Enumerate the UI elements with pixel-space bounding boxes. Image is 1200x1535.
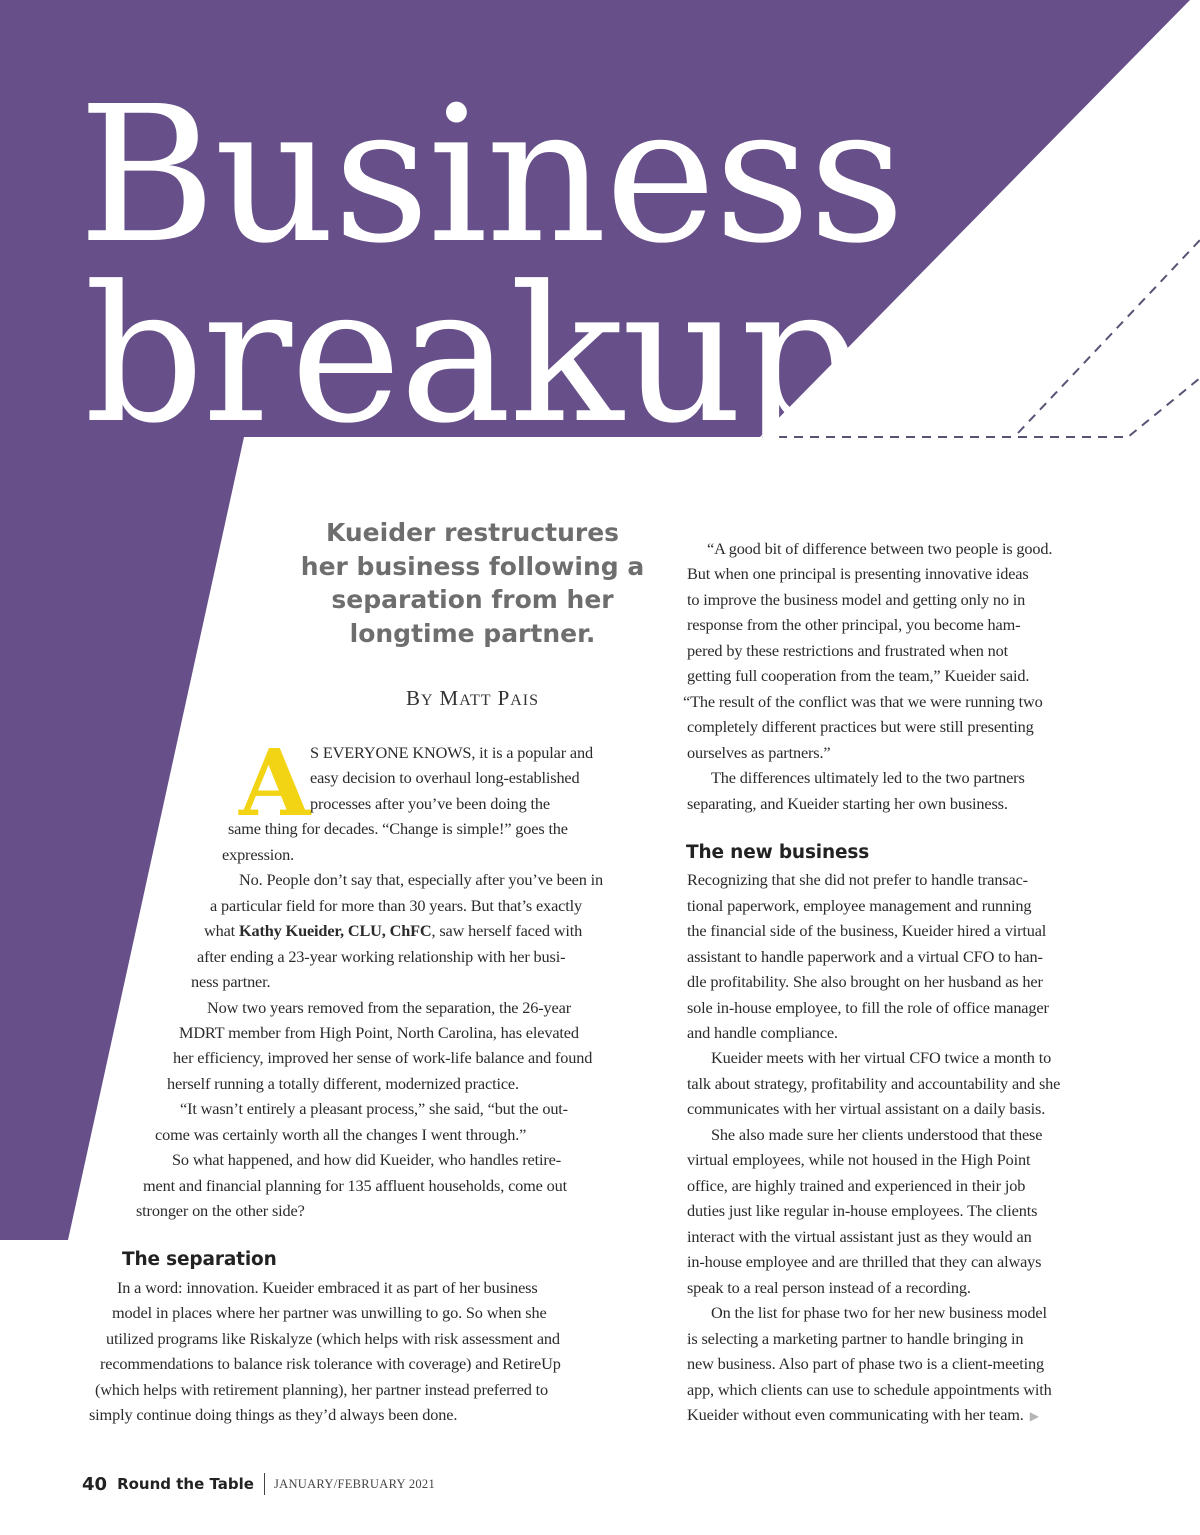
body-line: No. People don’t say that, especially after you’ve been in xyxy=(239,870,603,889)
body-line: MDRT member from High Point, North Carolina, has elevated xyxy=(179,1023,579,1042)
body-line: in-house employee and are thrilled that they can always xyxy=(687,1252,1042,1271)
headline-line-1: Business xyxy=(78,66,904,285)
body-line: come was certainly worth all the changes I went through.” xyxy=(155,1125,527,1144)
drop-cap: A xyxy=(239,729,311,837)
body-line: Kueider meets with her virtual CFO twice a month to xyxy=(711,1048,1052,1067)
magazine-name: Round the Table xyxy=(117,1475,254,1493)
body-line: processes after you’ve been doing the xyxy=(310,794,550,813)
deck-subtitle: Kueider restructures her business following a separation from her longtime partner. xyxy=(300,518,645,648)
body-line: So what happened, and how did Kueider, who handles retire- xyxy=(172,1150,561,1169)
body-line: her efficiency, improved her sense of work-life balance and found xyxy=(173,1048,593,1067)
body-line: separating, and Kueider starting her own business. xyxy=(687,794,1008,813)
body-line: tional paperwork, employee management and running xyxy=(687,896,1032,915)
body-line: interact with the virtual assistant just as they would an xyxy=(687,1227,1032,1246)
page-footer xyxy=(82,1473,435,1495)
body-line: after ending a 23-year working relationship with her busi- xyxy=(197,947,566,966)
body-line: duties just like regular in-house employees. The clients xyxy=(687,1201,1038,1220)
body-line: same thing for decades. “Change is simple!” goes the xyxy=(228,819,568,838)
body-line: She also made sure her clients understood that these xyxy=(711,1125,1043,1144)
body-line: “A good bit of difference between two people is good. xyxy=(707,539,1053,558)
body-line: assistant to handle paperwork and a virtual CFO to han- xyxy=(687,947,1043,966)
body-line: talk about strategy, profitability and accountability and she xyxy=(687,1074,1061,1093)
triangle-right-icon: ▶ xyxy=(1029,1409,1039,1423)
body-line: communicates with her virtual assistant on a daily basis. xyxy=(687,1099,1046,1118)
dashed-line-decoration-2 xyxy=(1018,240,1200,433)
body-line: “It wasn’t entirely a pleasant process,” she said, “but the out- xyxy=(180,1099,568,1118)
body-line: On the list for phase two for her new business model xyxy=(711,1303,1047,1322)
body-line: response from the other principal, you become ham- xyxy=(687,615,1021,634)
body-line: ourselves as partners.” xyxy=(687,743,831,762)
body-line: new business. Also part of phase two is a client-meeting xyxy=(687,1354,1044,1373)
body-line: completely different practices but were still presenting xyxy=(687,717,1034,736)
body-line: ness partner. xyxy=(191,972,271,991)
body-line: Recognizing that she did not prefer to handle transac- xyxy=(687,870,1028,889)
byline: BY MATT PAIS xyxy=(405,686,540,710)
body-line: dle profitability. She also brought on her husband as her xyxy=(687,972,1043,991)
body-line: expression. xyxy=(222,845,295,864)
body-line: ment and financial planning for 135 affluent households, come out xyxy=(143,1176,568,1195)
body-line: speak to a real person instead of a recording. xyxy=(687,1278,971,1297)
page-number: 40 xyxy=(82,1473,108,1495)
body-line: recommendations to balance risk tolerance with coverage) and RetireUp xyxy=(100,1354,561,1373)
body-line: a particular field for more than 30 years. But that’s exactly xyxy=(210,896,582,915)
body-line: In a word: innovation. Kueider embraced it as part of her business xyxy=(117,1278,538,1297)
body-line: app, which clients can use to schedule appointments with xyxy=(687,1380,1052,1399)
body-line: herself running a totally different, modernized practice. xyxy=(167,1074,519,1093)
body-line: and handle compliance. xyxy=(687,1023,838,1042)
headline-line-2: breakup xyxy=(84,246,859,465)
body-line: getting full cooperation from the team,” Kueider said. xyxy=(687,666,1030,685)
body-line: But when one principal is presenting innovative ideas xyxy=(687,564,1029,583)
section-heading-new-business: The new business xyxy=(686,842,870,863)
body-line: sole in-house employee, to fill the role of office manager xyxy=(687,998,1049,1017)
body-line: to improve the business model and getting only no in xyxy=(687,590,1026,609)
body-line: simply continue doing things as they’d always been done. xyxy=(89,1405,458,1424)
body-line: utilized programs like Riskalyze (which helps with risk assessment and xyxy=(106,1329,560,1348)
footer-divider xyxy=(264,1473,265,1495)
issue-date: JANUARY/FEBRUARY 2021 xyxy=(273,1476,436,1491)
body-line: “The result of the conflict was that we were running two xyxy=(683,692,1043,711)
body-line: The differences ultimately led to the two partners xyxy=(711,768,1025,787)
body-line: is selecting a marketing partner to handle bringing in xyxy=(687,1329,1024,1348)
person-name: Kathy Kueider, CLU, ChFC xyxy=(238,921,432,940)
body-line: easy decision to overhaul long-established xyxy=(310,768,580,787)
body-line: Now two years removed from the separation, the 26-year xyxy=(207,998,571,1017)
body-line: S EVERYONE KNOWS, it is a popular and xyxy=(310,743,593,762)
body-line: Kueider without even communicating with her team. ▶ xyxy=(687,1405,1039,1424)
body-line: stronger on the other side? xyxy=(136,1201,305,1220)
body-line: (which helps with retirement planning), her partner instead preferred to xyxy=(95,1380,549,1399)
body-line: model in places where her partner was unwilling to go. So when she xyxy=(112,1303,547,1322)
body-line: virtual employees, while not housed in the High Point xyxy=(687,1150,1031,1169)
body-line: the financial side of the business, Kueider hired a virtual xyxy=(687,921,1047,940)
body-line: what Kathy Kueider, CLU, ChFC, saw herself faced with xyxy=(204,921,583,940)
body-line: pered by these restrictions and frustrated when not xyxy=(687,641,1009,660)
section-heading-separation: The separation xyxy=(122,1249,277,1270)
body-line: office, are highly trained and experienced in their job xyxy=(687,1176,1026,1195)
